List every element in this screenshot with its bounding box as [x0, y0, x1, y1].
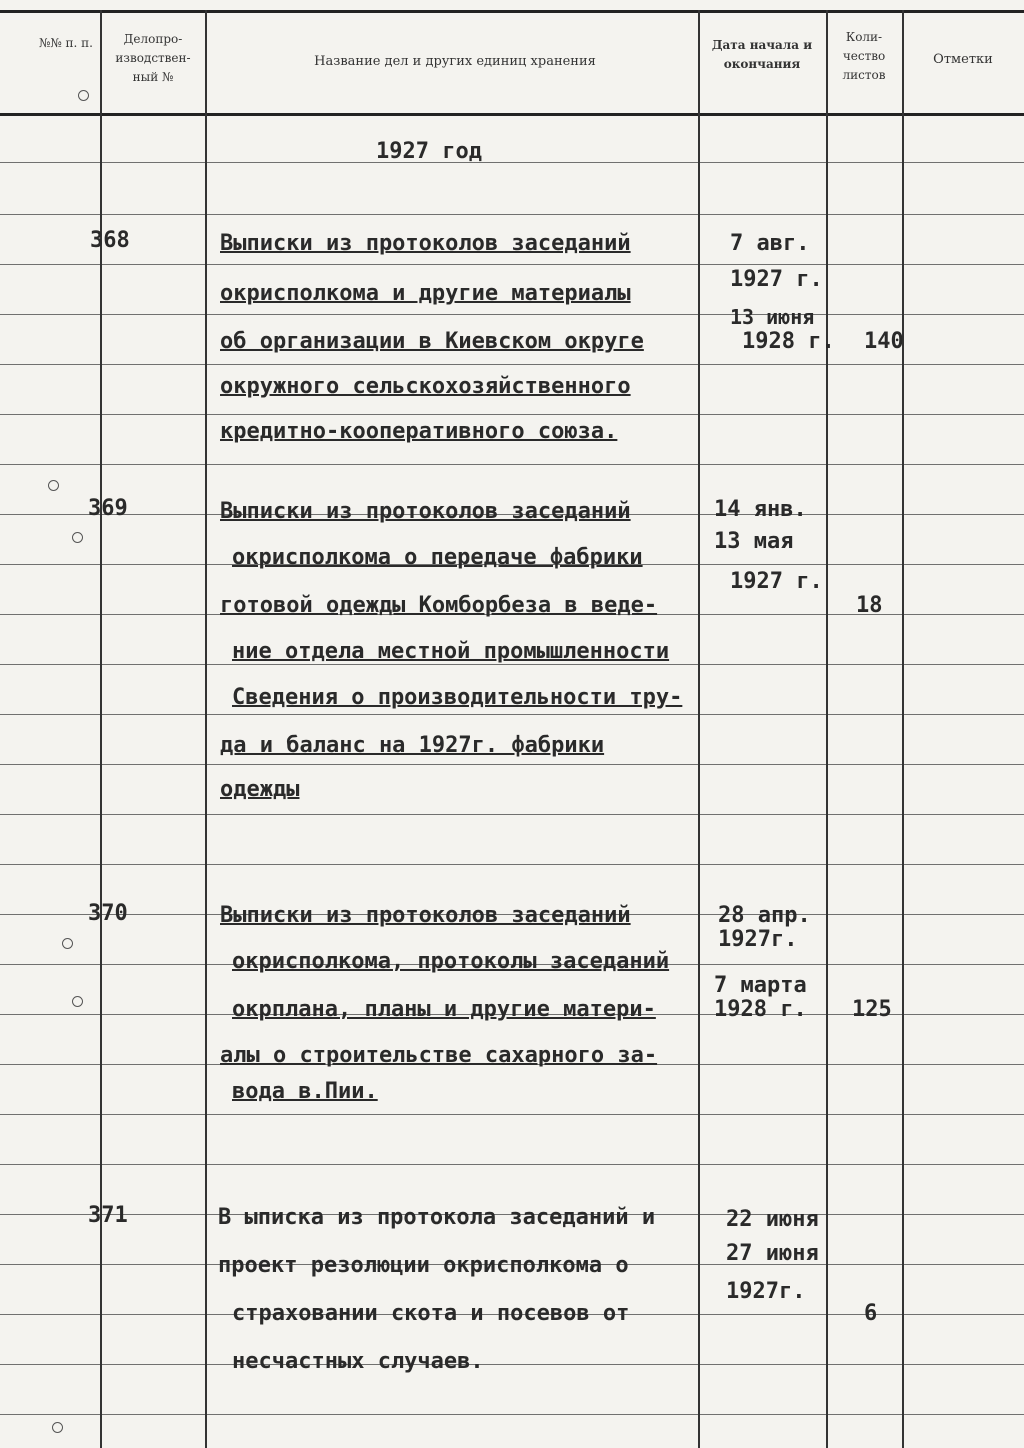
header-office-number: Делопро-изводствен-ный № [115, 32, 191, 84]
entry-date: 1927г. [718, 927, 798, 952]
punch-hole [62, 938, 73, 949]
punch-hole [72, 532, 83, 543]
entry-date: 1927 г. [730, 267, 823, 292]
entry-date: 1927г. [726, 1279, 806, 1304]
column-divider [205, 10, 207, 1448]
entry-title-line: окрисполкома о передаче фабрики [232, 545, 643, 570]
entry-title-line: кредитно-кооперативного союза. [220, 419, 618, 444]
entry-title-line: готовой одежды Комборбеза в веде- [220, 593, 658, 618]
entry-date: 1927 г. [730, 569, 823, 594]
entry-title-line: Выписки из протоколов заседаний [220, 499, 631, 524]
entry-title-line: проект резолюции окрисполкома о [218, 1253, 629, 1278]
header-title: Название дел и других единиц хранения [314, 54, 596, 69]
entry-date: 28 апр. [718, 903, 811, 928]
entry-sheets: 6 [864, 1301, 878, 1326]
punch-hole [52, 1422, 63, 1433]
entry-title-line: Сведения о производительности тру- [232, 685, 683, 710]
entry-title-line: вода в.Пии. [232, 1079, 378, 1104]
column-divider [826, 10, 828, 1448]
entry-number: 370 [88, 901, 128, 926]
entry-number: 369 [88, 496, 128, 521]
entry-date: 14 янв. [714, 497, 807, 522]
entry-date: 13 июня [730, 305, 815, 329]
header-dates: Дата начала и окончания [711, 38, 813, 71]
entry-title-line: окрисполкома, протоколы заседаний [232, 949, 670, 974]
entry-title-line: окружного сельскохозяйственного [220, 374, 631, 399]
entry-number: 368 [90, 228, 130, 253]
entry-date: 7 авг. [730, 231, 810, 256]
entry-number: 371 [88, 1203, 128, 1228]
column-divider [100, 10, 102, 1448]
entry-date: 1928 г. [714, 997, 807, 1022]
header-notes: Отметки [933, 52, 993, 67]
entry-title-line: об организации в Киевском округе [220, 329, 644, 354]
entry-title-line: В ыписка из протокола заседаний и [218, 1205, 656, 1230]
entry-title-line: окрисполкома и другие материалы [220, 281, 631, 306]
entry-title-line: Выписки из протоколов заседаний [220, 231, 631, 256]
column-divider [902, 10, 904, 1448]
entry-title-line: несчастных случаев. [232, 1349, 484, 1374]
entry-date: 7 марта [714, 973, 807, 998]
entry-title-line: ние отдела местной промышленности [232, 639, 670, 664]
entry-date: 22 июня [726, 1207, 819, 1232]
punch-hole [78, 90, 89, 101]
header-rule [0, 113, 1024, 116]
column-divider [698, 10, 700, 1448]
entry-title-line: да и баланс на 1927г. фабрики [220, 733, 605, 758]
entry-title-line: Выписки из протоколов заседаний [220, 903, 631, 928]
entry-date: 13 мая [714, 529, 794, 554]
entry-sheets: 18 [856, 593, 883, 618]
year-heading: 1927 год [376, 139, 482, 164]
entry-title-line: одежды [220, 777, 300, 802]
header-number: №№ п. п. [39, 36, 93, 50]
entry-title-line: алы о строительстве сахарного за- [220, 1043, 658, 1068]
entry-title-line: окрплана, планы и другие матери- [232, 997, 656, 1022]
header-sheets: Коли-чество листов [842, 30, 886, 82]
entry-date: 27 июня [726, 1241, 819, 1266]
entry-sheets: 140 [864, 329, 904, 354]
punch-hole [48, 480, 59, 491]
entry-title-line: страховании скота и посевов от [232, 1301, 630, 1326]
entry-date: 1928 г. [742, 329, 835, 354]
top-rule [0, 10, 1024, 13]
punch-hole [72, 996, 83, 1007]
entry-sheets: 125 [852, 997, 892, 1022]
